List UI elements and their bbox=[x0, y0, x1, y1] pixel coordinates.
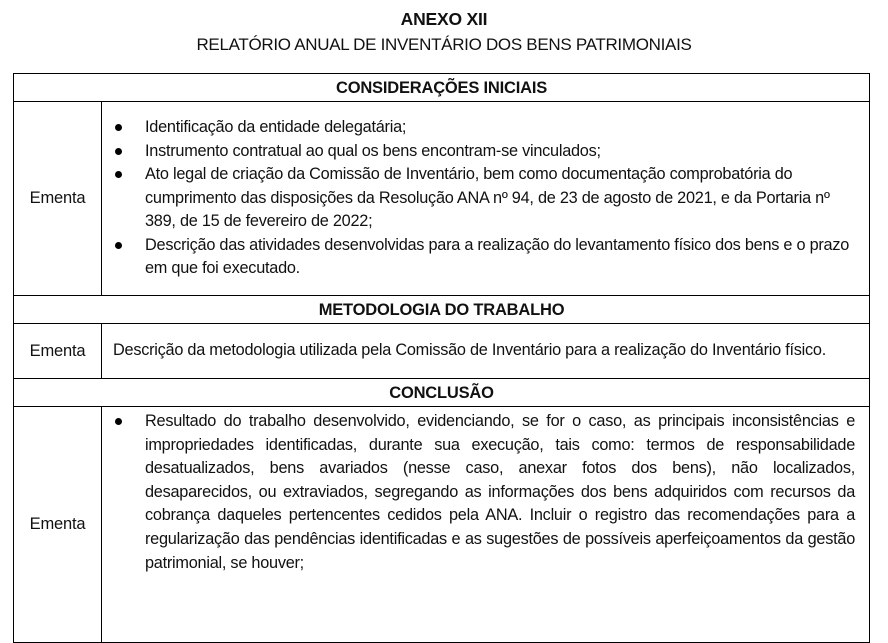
bullet-icon bbox=[115, 418, 122, 425]
bullet-list bbox=[102, 116, 855, 281]
section-heading-conclusao: CONCLUSÃO bbox=[14, 379, 870, 407]
section-header-row bbox=[14, 296, 870, 324]
table-row bbox=[14, 324, 870, 379]
report-subtitle: RELATÓRIO ANUAL DE INVENTÁRIO DOS BENS PATRIMONIAIS bbox=[196, 35, 692, 54]
inventory-report-table bbox=[13, 73, 870, 643]
row-label: Ementa bbox=[14, 407, 102, 643]
table-row bbox=[14, 407, 870, 643]
bullet-icon bbox=[115, 148, 122, 155]
bullet-icon bbox=[115, 171, 122, 178]
row-content bbox=[102, 324, 870, 379]
list-item-text: Instrumento contratual ao qual os bens encontram-se vinculados; bbox=[145, 141, 601, 160]
section-heading-metodologia: METODOLOGIA DO TRABALHO bbox=[14, 296, 870, 324]
row-label: Ementa bbox=[14, 324, 102, 379]
list-item bbox=[102, 163, 855, 234]
row-content bbox=[102, 407, 870, 643]
list-item bbox=[102, 116, 855, 140]
list-item bbox=[102, 140, 855, 164]
list-item-text: Ato legal de criação da Comissão de Inventário, bem como documentação comprobatória do cumprimento das disposições da Resolução ANA nº 94, de 23 de agosto de 2021, e da Portaria nº 389, de 15 de fevereiro de 2022; bbox=[145, 165, 830, 231]
bullet-icon bbox=[115, 242, 122, 249]
annex-title: ANEXO XII bbox=[400, 9, 488, 29]
row-content bbox=[102, 102, 870, 296]
paragraph-text: Descrição da metodologia utilizada pela Comissão de Inventário para a realização do Inventário físico. bbox=[113, 341, 826, 360]
row-label: Ementa bbox=[14, 102, 102, 296]
section-header-row bbox=[14, 379, 870, 407]
list-item-text: Identificação da entidade delegatária; bbox=[145, 117, 407, 136]
list-item bbox=[102, 234, 855, 281]
section-header-row bbox=[14, 74, 870, 102]
bullet-list bbox=[102, 410, 855, 575]
table-row bbox=[14, 102, 870, 296]
list-item-text: Resultado do trabalho desenvolvido, evidenciando, se for o caso, as principais inconsistências e impropriedades identificadas, durante sua execução, tais como: termos de responsabilidade desatualizados, bens avariados (nesse caso, anexar fotos dos bens), não localizados, desaparecidos, ou extraviados, segregando as informações dos bens adquiridos com recursos da cobrança daqueles pertencentes cedidos pela ANA. Incluir o registro das recomendações para a regularização das pendências identificadas e as sugestões de possíveis aperfeiçoamentos da gestão patrimonial, se houver; bbox=[145, 412, 856, 572]
section-heading-consideracoes-iniciais: CONSIDERAÇÕES INICIAIS bbox=[14, 74, 870, 102]
list-item bbox=[102, 410, 855, 575]
bullet-icon bbox=[115, 124, 122, 131]
list-item-text: Descrição das atividades desenvolvidas para a realização do levantamento físico dos bens e o prazo em que foi executado. bbox=[145, 235, 850, 278]
